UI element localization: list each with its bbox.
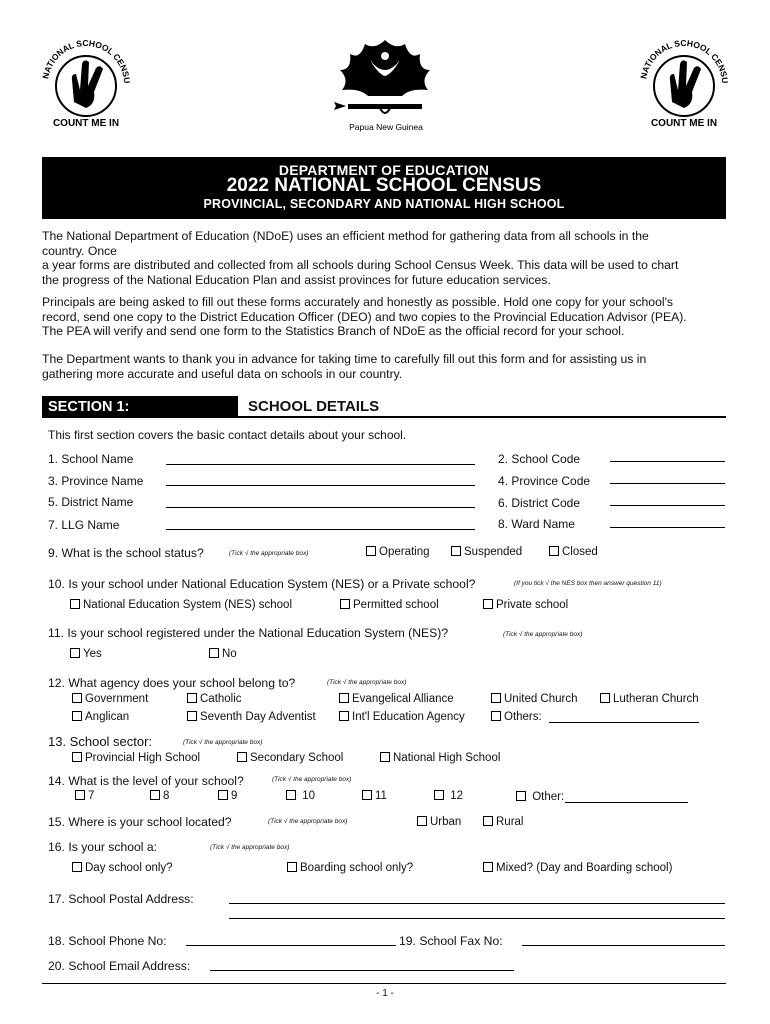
q14-grade-9-checkbox[interactable]: 9: [218, 790, 237, 802]
q13-tick-note: (Tick √ the appropriate box): [183, 739, 263, 746]
q12-tick-note: (Tick √ the appropriate box): [327, 679, 407, 686]
q12-lutheran-checkbox[interactable]: Lutheran Church: [600, 693, 699, 705]
section-header: [42, 396, 726, 418]
q9-label: 9. What is the school status?: [48, 546, 204, 560]
q12-label: 12. What agency does your school belong to?: [48, 676, 296, 690]
q12-united-church-checkbox[interactable]: United Church: [491, 693, 578, 705]
phone-field[interactable]: [186, 945, 396, 946]
q12-sda-checkbox[interactable]: Seventh Day Adventist: [187, 711, 316, 723]
q12-others-field[interactable]: [549, 722, 699, 723]
q14-tick-note: (Tick √ the appropriate box): [272, 776, 352, 783]
q16-mixed-checkbox[interactable]: Mixed? (Day and Boarding school): [483, 862, 672, 874]
province-code-field[interactable]: [610, 483, 725, 484]
province-name-field[interactable]: [166, 485, 475, 486]
q11-tick-note: (Tick √ the appropriate box): [503, 631, 583, 638]
q16-label: 16. Is your school a:: [48, 840, 158, 854]
svg-text:COUNT ME IN: COUNT ME IN: [650, 118, 718, 129]
q19-label: 19. School Fax No:: [399, 934, 503, 948]
q16-boarding-checkbox[interactable]: Boarding school only?: [287, 862, 413, 874]
q16-day-checkbox[interactable]: Day school only?: [72, 862, 173, 874]
q11-label: 11. Is your school registered under the National Education System (NES)?: [48, 626, 449, 640]
census-logo-left: [36, 34, 136, 135]
department-name: DEPARTMENT OF EDUCATION: [278, 162, 490, 178]
district-code-field[interactable]: [610, 505, 725, 506]
q15-tick-note: (Tick √ the appropriate box): [268, 818, 348, 825]
q12-government-checkbox[interactable]: Government: [72, 693, 148, 705]
section-description: This first section covers the basic contact details about your school.: [48, 428, 407, 442]
ward-name-label: 8. Ward Name: [498, 517, 575, 531]
q11-no-checkbox[interactable]: No: [209, 648, 237, 660]
fax-field[interactable]: [522, 945, 725, 946]
q9-suspended-checkbox[interactable]: Suspended: [451, 546, 522, 558]
q14-grade-7-checkbox[interactable]: 7: [75, 790, 94, 802]
q10-nes-checkbox[interactable]: National Education System (NES) school: [70, 599, 292, 611]
census-logo-right: [634, 34, 734, 135]
q10-note: (If you tick √ the NES box then answer question 11): [514, 580, 662, 587]
school-name-label: 1. School Name: [48, 452, 134, 466]
q9-operating-checkbox[interactable]: Operating: [366, 546, 430, 558]
q16-tick-note: (Tick √ the appropriate box): [210, 844, 290, 851]
svg-text:NATIONAL SCHOOL CENSUS: NATIONAL SCHOOL CENSU: [638, 37, 731, 84]
q13-label: 13. School sector:: [48, 734, 153, 749]
ward-name-field[interactable]: [610, 527, 725, 528]
school-code-label: 2. School Code: [498, 452, 581, 466]
q15-rural-checkbox[interactable]: Rural: [483, 816, 523, 828]
q12-others-checkbox[interactable]: Others:: [491, 711, 542, 723]
q14-other-checkbox[interactable]: Other:: [516, 791, 564, 803]
q9-closed-checkbox[interactable]: Closed: [549, 546, 598, 558]
intro-paragraph-3: The Department wants to thank you in advance for taking time to carefully fill out this form and for assisting us in gathering more accurate and useful data on schools in our country.: [42, 352, 647, 381]
png-emblem: [320, 30, 450, 139]
q14-other-field[interactable]: [565, 802, 688, 803]
llg-name-label: 7. LLG Name: [48, 518, 120, 532]
q11-yes-checkbox[interactable]: Yes: [70, 648, 102, 660]
svg-text:Papua New Guinea: Papua New Guinea: [349, 122, 423, 132]
footer-rule: [42, 983, 726, 984]
q12-evangelical-checkbox[interactable]: Evangelical Alliance: [339, 693, 454, 705]
q10-private-checkbox[interactable]: Private school: [483, 599, 568, 611]
q13-provincial-checkbox[interactable]: Provincial High School: [72, 752, 200, 764]
postal-address-field-1[interactable]: [229, 903, 725, 904]
q20-label: 20. School Email Address:: [48, 959, 191, 973]
q13-secondary-checkbox[interactable]: Secondary School: [237, 752, 343, 764]
school-name-field[interactable]: [166, 464, 475, 465]
section-label: SECTION 1:: [42, 396, 238, 418]
intro-paragraph-1: The National Department of Education (NDoE) uses an efficient method for gathering data from all schools in the country. Once a year forms are distributed and collected from all schools during School Census Week. This data will be used to chart the progress of the National Education Plan and assist provinces for future education services.: [42, 229, 679, 287]
section-title: SCHOOL DETAILS: [248, 398, 380, 415]
page-number: - 1 -: [376, 988, 394, 999]
q15-urban-checkbox[interactable]: Urban: [417, 816, 461, 828]
q14-grade-8-checkbox[interactable]: 8: [150, 790, 169, 802]
svg-text:COUNT ME IN: COUNT ME IN: [52, 118, 120, 129]
census-hand-icon: [36, 34, 136, 130]
q9-tick-note: (Tick √ the appropriate box): [229, 550, 309, 557]
q17-label: 17. School Postal Address:: [48, 892, 194, 906]
postal-address-field-2[interactable]: [229, 918, 725, 919]
title-banner: [42, 157, 726, 219]
page-subtitle: PROVINCIAL, SECONDARY AND NATIONAL HIGH SCHOOL: [203, 197, 565, 211]
llg-name-field[interactable]: [166, 529, 475, 530]
census-hand-icon: [634, 34, 734, 130]
province-code-label: 4. Province Code: [498, 474, 591, 488]
q14-label: 14. What is the level of your school?: [48, 774, 244, 788]
q12-anglican-checkbox[interactable]: Anglican: [72, 711, 129, 723]
svg-text:NATIONAL SCHOOL CENSUS: NATIONAL SCHOOL CENSU: [40, 37, 133, 84]
school-code-field[interactable]: [610, 461, 725, 462]
q15-label: 15. Where is your school located?: [48, 815, 232, 829]
q18-label: 18. School Phone No:: [48, 934, 167, 948]
district-code-label: 6. District Code: [498, 496, 581, 510]
intro-paragraph-2: Principals are being asked to fill out these forms accurately and honestly as possible. Hold one copy for your school's record, send one copy to the District Education Officer (DEO) and two copies to the Provincial Education Advisor (PEA). The PEA will verify and send one form to the Statistics Branch of NDoE as the official record for your school.: [42, 295, 687, 338]
q13-national-high-checkbox[interactable]: National High School: [380, 752, 500, 764]
q14-grade-11-checkbox[interactable]: 11: [362, 790, 387, 802]
q12-catholic-checkbox[interactable]: Catholic: [187, 693, 242, 705]
q10-permitted-checkbox[interactable]: Permitted school: [340, 599, 439, 611]
district-name-field[interactable]: [166, 507, 475, 508]
page-title: 2022 NATIONAL SCHOOL CENSUS: [226, 175, 542, 196]
province-name-label: 3. Province Name: [48, 474, 144, 488]
q14-grade-10-checkbox[interactable]: 10: [286, 790, 315, 802]
q12-intl-agency-checkbox[interactable]: Int'l Education Agency: [339, 711, 465, 723]
district-name-label: 5. District Name: [48, 495, 134, 509]
bird-of-paradise-icon: [320, 30, 450, 134]
q14-grade-12-checkbox[interactable]: 12: [434, 790, 463, 802]
email-field[interactable]: [210, 970, 514, 971]
q10-label: 10. Is your school under National Education System (NES) or a Private school?: [48, 577, 476, 591]
